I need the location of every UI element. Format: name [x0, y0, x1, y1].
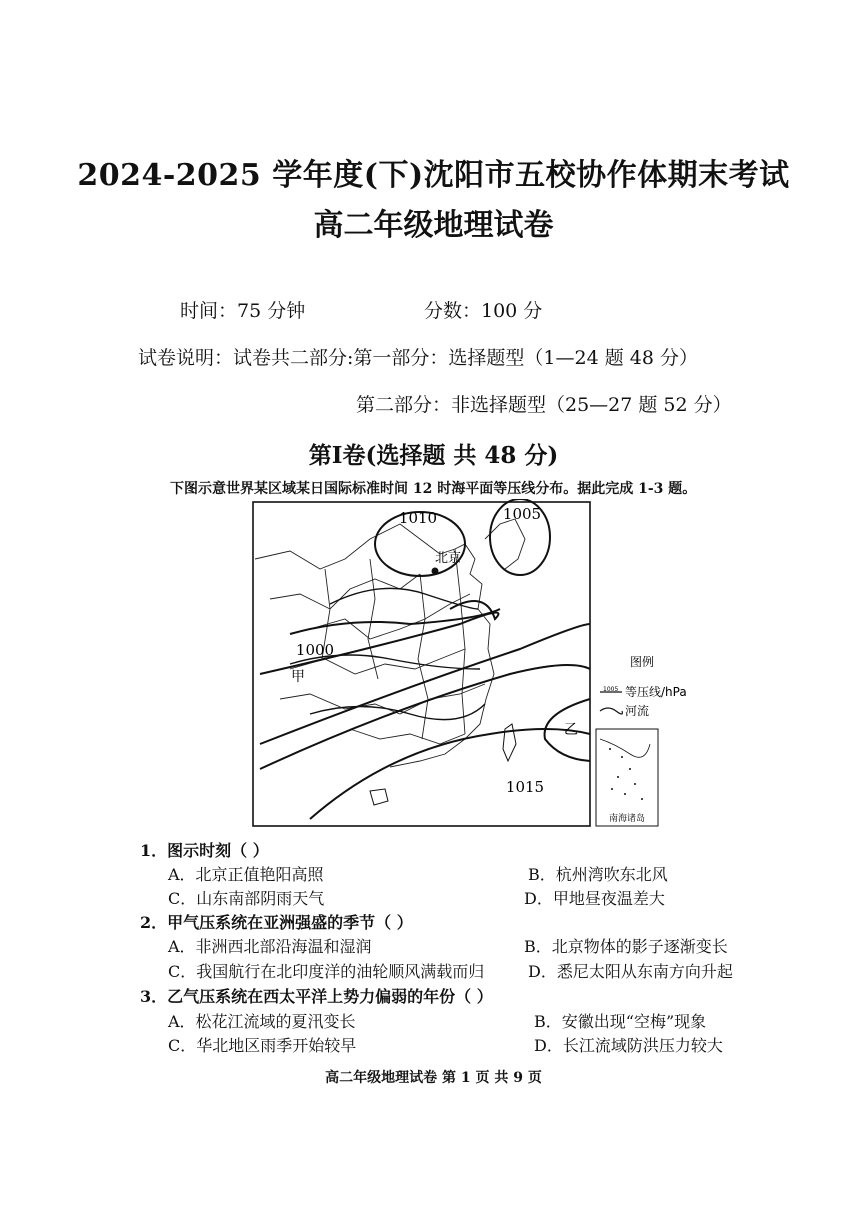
- legend-river-text: 河流: [625, 704, 650, 718]
- question-2-option-b: B．北京物体的影子逐渐变长: [524, 937, 728, 956]
- question-3-option-a: A．松花江流域的夏汛变长: [168, 1012, 356, 1031]
- exam-subtitle: 高二年级地理试卷: [313, 208, 554, 243]
- legend-isobar-sample: 1005: [603, 686, 619, 693]
- exam-score: 分数：100 分: [424, 300, 543, 322]
- isobar-label-1005: 1005: [502, 505, 542, 523]
- beijing-label: 北京: [434, 551, 462, 566]
- beijing-marker: [432, 568, 439, 575]
- section-intro: 下图示意世界某区域某日国际标准时间 12 时海平面等压线分布。据此完成 1-3 题。: [170, 481, 697, 497]
- exam-title: 2024-2025 学年度(下)沈阳市五校协作体期末考试: [77, 158, 790, 193]
- exam-description-line1: 试卷说明：试卷共二部分:第一部分：选择题型（1—24 题 48 分）: [138, 347, 698, 369]
- yi-label: 乙: [564, 722, 578, 738]
- isobar-label-1015: 1015: [505, 778, 545, 796]
- exam-description-line2: 第二部分：非选择题型（25—27 题 52 分）: [356, 394, 732, 416]
- legend-isobar-text: 等压线/hPa: [625, 685, 687, 699]
- exam-time: 时间：75 分钟: [180, 300, 306, 322]
- isobar-label-1010: 1010: [398, 509, 438, 527]
- question-3-stem: 3．乙气压系统在西太平洋上势力偏弱的年份（ ）: [140, 987, 493, 1006]
- question-1-option-c: C．山东南部阴雨天气: [168, 889, 325, 908]
- isobar-label-1000: 1000: [295, 641, 335, 659]
- section-heading: 第Ⅰ卷(选择题 共 48 分): [308, 442, 559, 469]
- isobar-map: [250, 499, 700, 831]
- question-1-option-a: A．北京正值艳阳高照: [168, 865, 324, 884]
- legend-title: 图例: [629, 655, 655, 669]
- south-china-sea-inset: [596, 729, 658, 826]
- question-2-stem: 2．甲气压系统在亚洲强盛的季节（ ）: [140, 913, 413, 932]
- inset-label: 南海诸岛: [608, 814, 646, 824]
- question-1-option-b: B．杭州湾吹东北风: [528, 865, 668, 884]
- question-1-option-d: D．甲地昼夜温差大: [524, 889, 665, 908]
- question-2-option-a: A．非洲西北部沿海温和湿润: [168, 937, 372, 956]
- question-3-option-c: C．华北地区雨季开始较早: [168, 1036, 357, 1055]
- question-3-option-b: B．安徽出现“空梅”现象: [534, 1012, 707, 1031]
- question-1-stem: 1．图示时刻（ ）: [140, 841, 269, 860]
- question-2-option-c: C．我国航行在北印度洋的油轮顺风满载而归: [168, 962, 485, 981]
- jia-label: 甲: [291, 669, 305, 685]
- question-3-option-d: D．长江流域防洪压力较大: [534, 1036, 723, 1055]
- question-2-option-d: D．悉尼太阳从东南方向升起: [528, 962, 733, 981]
- page-footer: 高二年级地理试卷 第 1 页 共 9 页: [325, 1070, 542, 1086]
